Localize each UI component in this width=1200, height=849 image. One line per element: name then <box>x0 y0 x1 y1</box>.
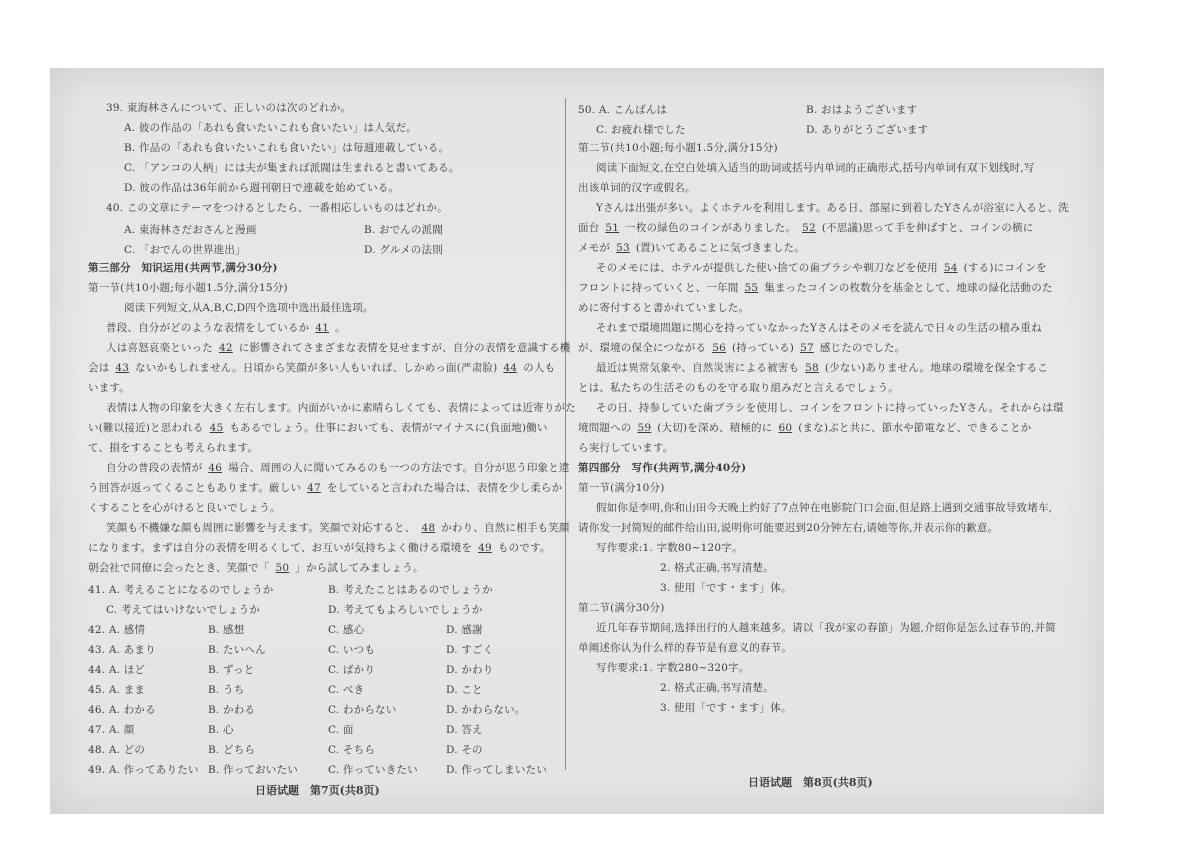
writing2-req-3: 3. 使用「です・ます」体。 <box>660 702 792 714</box>
q44-option-a: 44. A. ほど <box>88 664 146 676</box>
blank-50: 50 <box>275 562 290 574</box>
q45-option-c: C. べき <box>328 684 365 696</box>
r-passage-line-4: そのメモには、ホテルが提供した使い捨ての歯ブラシや剃刀などを使用 54 (する)にコインを <box>596 262 1047 274</box>
writing2-title: 第二节(满分30分) <box>578 602 665 614</box>
writing2-req-2: 2. 格式正确,书写清楚。 <box>660 682 774 694</box>
passage-line-5: 表情は人物の印象を大きく左右します。内面がいかに素晴らしくても、表情によっては近寄りがた <box>106 402 576 414</box>
q42-option-d: D. 感謝 <box>446 624 483 636</box>
q47-options <box>88 722 548 735</box>
blank-57: 57 <box>800 342 814 354</box>
writing1-title: 第一节(满分10分) <box>578 482 665 494</box>
q43-options <box>88 642 548 655</box>
blank-53: 53 <box>616 242 630 254</box>
q50-options-2 <box>578 122 1018 135</box>
passage-line-6: い(難以接近)と思われる 45 もあるでしょう。仕事においても、表情がマイナスに(負面地)働い <box>88 422 548 434</box>
writing1-prompt-1: 假如你是李明,你和山田今天晚上约好了7点钟在电影院门口会面,但是路上遇到交通事故导致堵车, <box>596 502 1053 514</box>
q47-option-d: D. 答え <box>446 724 483 736</box>
q41-options-2 <box>88 602 548 615</box>
q50-option-c: C. お疲れ様でした <box>596 124 686 136</box>
q42-option-b: B. 感想 <box>208 624 245 636</box>
page-7-footer: 日语试题 第7页(共8页) <box>255 784 380 797</box>
q45-option-a: 45. A. まま <box>88 684 146 696</box>
q44-option-d: D. かわり <box>446 664 494 676</box>
blank-54: 54 <box>943 262 958 274</box>
q47-option-c: C. 面 <box>328 724 354 736</box>
q43-option-a: 43. A. あまり <box>88 644 156 656</box>
q46-option-b: B. かわる <box>208 704 256 716</box>
q39-option-a: A. 彼の作品の「あれも食いたいこれも食いたい」は人気だ。 <box>124 122 418 134</box>
blank-42: 42 <box>219 342 233 354</box>
scanned-exam-sheet <box>50 68 1104 814</box>
blank-41: 41 <box>315 322 330 334</box>
q41-option-b: B. 考えたことはあるのでしょうか <box>328 584 493 596</box>
q50-options <box>578 102 1018 115</box>
q47-option-a: 47. A. 顔 <box>88 724 135 736</box>
writing1-req-1: 写作要求:1. 字数80~120字。 <box>596 542 743 554</box>
writing2-req-1: 写作要求:1. 字数280~320字。 <box>596 662 750 674</box>
q45-option-b: B. うち <box>208 684 245 696</box>
section2-instruction-1: 阅读下面短文,在空白处填入适当的助词或括号内单词的正确形式,括号内单词有双下划线时,写 <box>596 162 1035 174</box>
blank-60: 60 <box>778 422 793 434</box>
r-passage-line-8: が、環境の保全につながる 56 (持っている) 57 感じたのでした。 <box>578 342 906 354</box>
part3-title: 第三部分 知识运用(共两节,满分30分) <box>88 262 278 274</box>
q39-option-c: C. 「アンコの人柄」には夫が集まれば派閥は生まれると書いてある。 <box>124 162 460 174</box>
blank-46: 46 <box>208 462 223 474</box>
writing2-prompt-2: 单阐述你认为什么样的春节是有意义的春节。 <box>578 642 792 654</box>
r-passage-line-7: それまで環境問題に関心を持っていなかったYさんはそのメモを読んで日々の生活の積み重ね <box>596 322 1042 334</box>
r-passage-line-1: Yさんは出張が多い。よくホテルを利用します。ある日、部屋に到着したYさんが浴室に入ると、洗 <box>596 202 1069 214</box>
blank-44: 44 <box>503 362 518 374</box>
blank-47: 47 <box>307 482 321 494</box>
r-passage-line-10: とは、私たちの生活そのものを守る取り組みだと言えるでしょう。 <box>578 382 899 394</box>
blank-49: 49 <box>478 542 492 554</box>
q46-option-c: C. わからない <box>328 704 397 716</box>
r-passage-line-5: フロントに持っていくと、一年間 55 集まったコインの枚数分を基金として、地球の緑化活動のた <box>578 282 1053 294</box>
q40-option-c: C. 「おでんの世界進出」 <box>124 244 246 256</box>
writing1-req-2: 2. 格式正确,书写清楚。 <box>660 562 774 574</box>
column-divider <box>565 98 566 770</box>
q50-option-b: B. おはようございます <box>806 104 918 116</box>
blank-56: 56 <box>712 342 726 354</box>
q49-options <box>88 762 548 775</box>
passage-line-1: 普段、自分がどのような表情をしているか 41 。 <box>106 322 346 334</box>
q40-options-2 <box>88 242 548 255</box>
q47-option-b: B. 心 <box>208 724 234 736</box>
q48-option-d: D. その <box>446 744 483 756</box>
writing1-req-3: 3. 使用「です・ます」体。 <box>660 582 792 594</box>
blank-58: 58 <box>805 362 819 374</box>
passage-line-4: います。 <box>88 382 130 394</box>
part4-title: 第四部分 写作(共两节,满分40分) <box>578 462 747 474</box>
q48-option-a: 48. A. どの <box>88 744 146 756</box>
q41-option-c: C. 考えてはいけないでしょうか <box>106 604 261 616</box>
blank-43: 43 <box>115 362 130 374</box>
passage-line-8: 自分の普段の表情が 46 場合、周囲の人に聞いてみるのも一つの方法です。自分が思う印象と違 <box>106 462 570 474</box>
q48-options <box>88 742 548 755</box>
q44-option-c: C. ばかり <box>328 664 376 676</box>
q42-option-c: C. 感心 <box>328 624 365 636</box>
passage-line-7: て、損をすることも考えられます。 <box>88 442 259 454</box>
q49-option-c: C. 作っていきたい <box>328 764 418 776</box>
r-passage-line-11: その日、持参していた歯ブラシを使用し、コインをフロントに持っていったYさん。それからは環 <box>596 402 1064 414</box>
q49-option-d: D. 作ってしまいたい <box>446 764 547 776</box>
section2-instruction-2: 出该单词的汉字或假名。 <box>578 182 696 194</box>
q39-option-d: D. 彼の作品は36年前から週刊朝日で連載を始めている。 <box>124 182 400 194</box>
passage-line-10: くすることを心がけると良いでしょう。 <box>88 502 281 514</box>
q40-options <box>88 222 548 235</box>
q40-option-b: B. おでんの派閥 <box>364 224 444 236</box>
q48-option-c: C. そちら <box>328 744 376 756</box>
blank-45: 45 <box>209 422 224 434</box>
r-passage-line-6: めに寄付すると書かれていました。 <box>578 302 750 314</box>
q40-option-a: A. 東海林さだおさんと漫画 <box>124 224 257 236</box>
r-passage-line-13: ら実行しています。 <box>578 442 674 454</box>
r-passage-line-3: メモが 53 (置)いてあることに気づきました。 <box>578 242 805 254</box>
passage-line-12: になります。まずは自分の表情を明るくして、お互いが気持ちよく働ける環境を 49 ものです。 <box>88 542 551 554</box>
r-passage-line-9: 最近は異常気象や、自然災害による被害も 58 (少ない)ありません。地球の環境を保全するこ <box>596 362 1049 374</box>
blank-51: 51 <box>605 222 620 234</box>
q46-option-d: D. かわらない。 <box>446 704 526 716</box>
page-8-footer: 日语试题 第8页(共8页) <box>748 776 873 789</box>
q50-option-d: D. ありがとうございます <box>806 124 929 136</box>
q41-options <box>88 582 548 595</box>
passage-line-11: 笑顔も不機嫌な顔も周囲に影響を与えます。笑顔で対応すると、 48 かわり、自然に相手も笑顔 <box>106 522 570 534</box>
writing2-prompt-1: 近几年春节期间,选择出行的人越来越多。请以「我が家の春節」为题,介绍你是怎么过春节的,并简 <box>596 622 1057 634</box>
q45-options <box>88 682 548 695</box>
q48-option-b: B. どちら <box>208 744 256 756</box>
passage-line-2: 人は喜怒哀楽といった 42 に影響されてさまざまな表情を見せますが、自分の表情を意識する機 <box>106 342 571 354</box>
r-passage-line-2: 面台 51 一枚の緑色のコインがありました。 52 (不思議)思って手を伸ばすと、コインの横に <box>578 222 1034 234</box>
q50-option-a: 50. A. こんばんは <box>578 104 668 116</box>
q43-option-c: C. いつも <box>328 644 376 656</box>
blank-55: 55 <box>744 282 759 294</box>
q43-option-d: D. すごく <box>446 644 494 656</box>
passage-line-3: 会は 43 ないかもしれません。日頃から笑顔が多い人もいれば、しかめっ面(严肃脸) 44 の人も <box>88 362 556 374</box>
q49-option-a: 49. A. 作ってありたい <box>88 764 199 776</box>
section1-instruction: 阅读下列短文,从A,B,C,D四个选项中选出最佳选项。 <box>124 302 374 314</box>
q40-option-d: D. グルメの法則 <box>364 244 443 256</box>
blank-52: 52 <box>802 222 816 234</box>
q43-option-b: B. たいへん <box>208 644 266 656</box>
q40-stem: 40. この文章にテーマをつけるとしたら、一番相応しいものはどれか。 <box>106 202 448 214</box>
passage-line-9: う回答が返ってくることもあります。厳しい 47 をしていると言われた場合は、表情を少し柔らか <box>88 482 563 494</box>
q42-option-a: 42. A. 感情 <box>88 624 146 636</box>
q49-option-b: B. 作っておいたい <box>208 764 298 776</box>
q45-option-d: D. こと <box>446 684 483 696</box>
q39-stem: 39. 東海林さんについて、正しいのは次のどれか。 <box>106 102 352 114</box>
q39-option-b: B. 作品の「あれも食いたいこれも食いたい」は毎週連載している。 <box>124 142 450 154</box>
writing1-prompt-2: 请你发一封简短的邮件给山田,说明你可能要迟到20分钟左右,请她等你,并表示你的歉意。 <box>578 522 999 534</box>
q46-options <box>88 702 548 715</box>
section2-title: 第二节(共10小题;每小题1.5分,满分15分) <box>578 142 778 154</box>
q46-option-a: 46. A. わかる <box>88 704 156 716</box>
q41-option-d: D. 考えてもよろしいでしょうか <box>328 604 483 616</box>
blank-59: 59 <box>637 422 652 434</box>
q44-option-b: B. ずっと <box>208 664 255 676</box>
q41-option-a: 41. A. 考えることになるのでしょうか <box>88 584 274 596</box>
passage-line-13: 朝会社で同僚に会ったとき、笑顔で「 50 」から試してみましょう。 <box>88 562 424 574</box>
q42-options <box>88 622 548 635</box>
section1-title: 第一节(共10小题;每小题1.5分,满分15分) <box>88 282 288 294</box>
blank-48: 48 <box>421 522 436 534</box>
r-passage-line-12: 境問題への 59 (大切)を深め、積極的に 60 (まな)ぶと共に、節水や節電など、できることか <box>578 422 1032 434</box>
q44-options <box>88 662 548 675</box>
